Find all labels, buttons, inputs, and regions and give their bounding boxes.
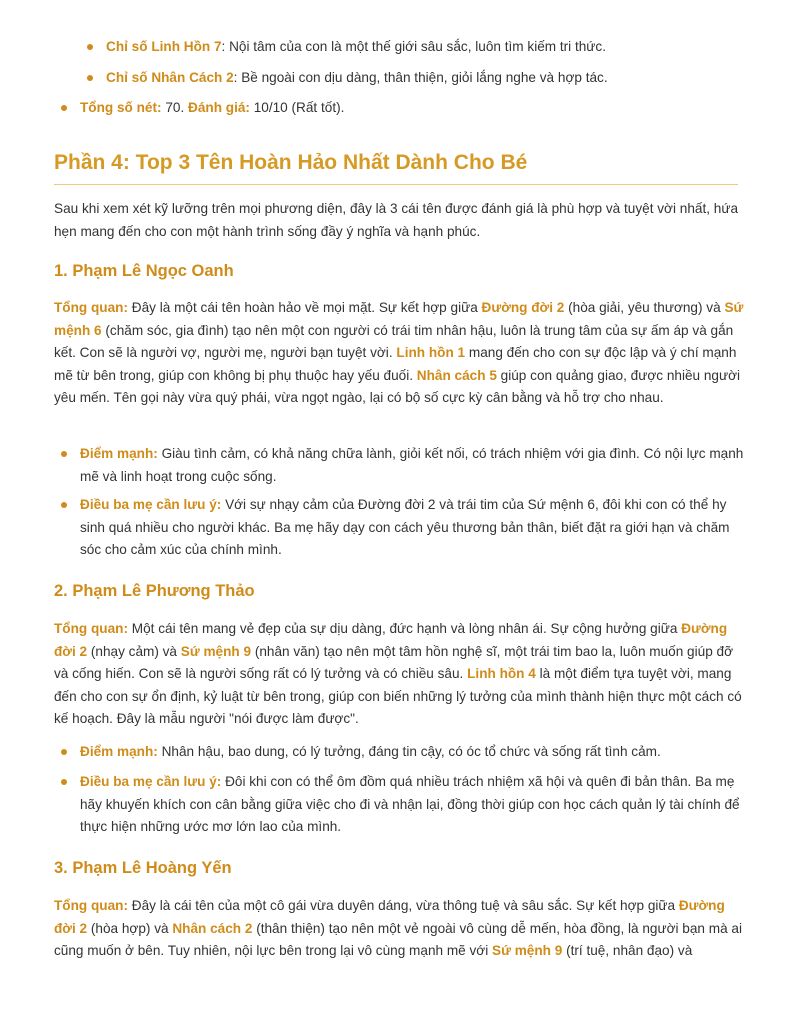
overview-text: (trí tuệ, nhân đạo) và (562, 943, 693, 958)
overview-text: (chăm sóc, gia đình) tạo nên một con người có trái tim nhân hậu, luôn là trung tâm của sự ấm áp và gắn kết. Con sẽ là người vợ, người mẹ, người bạn tuyệt vời. (54, 322, 734, 360)
overview-text: giúp con quảng giao, được nhiều người yêu mến. Tên gọi này vừa quý phái, vừa ngọt ngào, lại có bộ số cực kỳ cân bằng và hỗ trợ cho nhau. (54, 367, 741, 405)
strength-text: Giàu tình cảm, có khả năng chữa lành, giỏi kết nối, có trách nhiệm với gia đình. Có nội lực mạnh mẽ và linh hoạt trong cuộc sống. (80, 446, 744, 484)
strength-text: Nhân hậu, bao dung, có lý tưởng, đáng tin cậy, có óc tổ chức và sống rất tình cảm. (157, 744, 661, 759)
bullet-list (54, 97, 744, 120)
name-3-title: 3. Phạm Lê Hoàng Yến (54, 859, 232, 877)
total-strokes-value: 70. (161, 100, 189, 115)
highlight-term: Linh hồn 1 (396, 345, 466, 360)
name-2-overview (54, 618, 744, 731)
name-1-title: 1. Phạm Lê Ngọc Oanh (54, 262, 234, 280)
overview-label: Tổng quan: (54, 621, 128, 636)
note-text: Với sự nhạy cảm của Đường đời 2 và trái tim của Sứ mệnh 6, đôi khi con có thể hy sinh quá nhiều cho người khác. Ba mẹ hãy dạy con cách yêu thương bản thân, biết đặt ra giới hạn và chăm sóc cho cảm xúc của chính mình. (80, 497, 730, 557)
name-2-notes (54, 771, 744, 839)
note-label: Điều ba mẹ cần lưu ý: (80, 774, 222, 789)
overview-text: là một điểm tựa tuyệt vời, mang đến cho con sự ổn định, kỷ luật từ bên trong, giúp con biến những lý tưởng của mình thành hiện thực một cách có kế hoạch. Đây là mẫu người "nói được làm được". (54, 666, 742, 726)
note-label: Điều ba mẹ cần lưu ý: (80, 497, 222, 512)
sub-bullet-list (80, 36, 740, 59)
overview-text: (nhân văn) tạo nên một tâm hồn nghệ sĩ, một trái tim bao la, luôn muốn giúp đỡ và cống hiến. Con sẽ là người sống rất có lý tưởng và có chiều sâu. (54, 643, 734, 681)
list-item (80, 67, 740, 90)
linh-hon-text: : Nội tâm của con là một thế giới sâu sắc, luôn tìm kiếm tri thức. (221, 39, 606, 54)
overview-text: mang đến cho con sự độc lập và ý chí mạnh mẽ từ bên trong, giúp con không bị phụ thuộc hay yếu đuối. (54, 345, 737, 383)
section-heading: Phần 4: Top 3 Tên Hoàn Hảo Nhất Dành Cho Bé (54, 150, 738, 185)
nhan-cach-label: Chỉ số Nhân Cách 2 (106, 70, 234, 85)
highlight-term: Sứ mệnh 6 (54, 300, 744, 338)
total-strokes-label: Tổng số nét: (80, 100, 162, 115)
overview-label: Tổng quan: (54, 898, 128, 913)
list-item (54, 97, 744, 120)
overview-text: (hòa hợp) và (87, 920, 173, 936)
note-text: Đôi khi con có thể ôm đồm quá nhiều trách nhiệm xã hội và quên đi bản thân. Ba mẹ hãy khuyến khích con cân bằng giữa việc cho đi và nhận lại, đồng thời giúp con học cách quản lý tài chính để thực hiện những ước mơ lớn lao của mình. (80, 774, 740, 834)
name-1-strengths (54, 443, 744, 488)
strength-label: Điểm mạnh: (80, 744, 158, 759)
strength-label: Điểm mạnh: (80, 446, 158, 461)
section-intro: Sau khi xem xét kỹ lưỡng trên mọi phương diện, đây là 3 cái tên được đánh giá là phù hợp và tuyệt vời nhất, hứa hẹn mang đến cho con một hành trình sống đầy ý nghĩa và hạnh phúc. (54, 201, 739, 239)
highlight-term: Đường đời 2 (54, 898, 725, 936)
highlight-term: Đường đời 2 (54, 621, 728, 659)
highlight-term: Đường đời 2 (481, 300, 565, 315)
rating-value: 10/10 (Rất tốt). (249, 100, 345, 115)
overview-text: Đây là cái tên của một cô gái vừa duyên dáng, vừa thông tuệ và sâu sắc. Sự kết hợp giữa (128, 898, 679, 913)
overview-text: Đây là một cái tên hoàn hảo về mọi mặt. Sự kết hợp giữa (128, 300, 482, 315)
name-1-overview (54, 297, 744, 410)
sub-bullet-list (80, 67, 740, 90)
list-item (54, 494, 744, 562)
overview-text: Một cái tên mang vẻ đẹp của sự dịu dàng, đức hạnh và lòng nhân ái. Sự cộng hưởng giữa (128, 621, 682, 636)
rating-label: Đánh giá: (188, 100, 250, 115)
highlight-term: Linh hồn 4 (467, 666, 536, 681)
name-1-notes (54, 494, 744, 562)
linh-hon-label: Chỉ số Linh Hồn 7 (106, 39, 222, 54)
name-2-title: 2. Phạm Lê Phương Thảo (54, 582, 255, 600)
name-2-strengths (54, 741, 744, 764)
overview-text: (hòa giải, yêu thương) và (564, 300, 725, 315)
overview-text: (thân thiện) tạo nên một vẻ ngoài vô cùng dễ mến, hòa đồng, là người bạn mà ai cũng muốn ở bên. Tuy nhiên, nội lực bên trong lại vô cùng mạnh mẽ với (54, 920, 743, 958)
list-item (54, 741, 744, 764)
nhan-cach-text: : Bề ngoài con dịu dàng, thân thiện, giỏi lắng nghe và hợp tác. (233, 70, 608, 85)
list-item (80, 36, 740, 59)
highlight-term: Nhân cách 2 (172, 920, 253, 936)
highlight-term: Nhân cách 5 (416, 367, 497, 383)
highlight-term: Sứ mệnh 9 (492, 943, 563, 958)
name-3-overview (54, 895, 744, 963)
overview-label: Tổng quan: (54, 300, 128, 315)
list-item (54, 771, 744, 839)
highlight-term: Sứ mệnh 9 (180, 643, 252, 659)
list-item (54, 443, 744, 488)
overview-text: (nhạy cảm) và (87, 643, 181, 659)
